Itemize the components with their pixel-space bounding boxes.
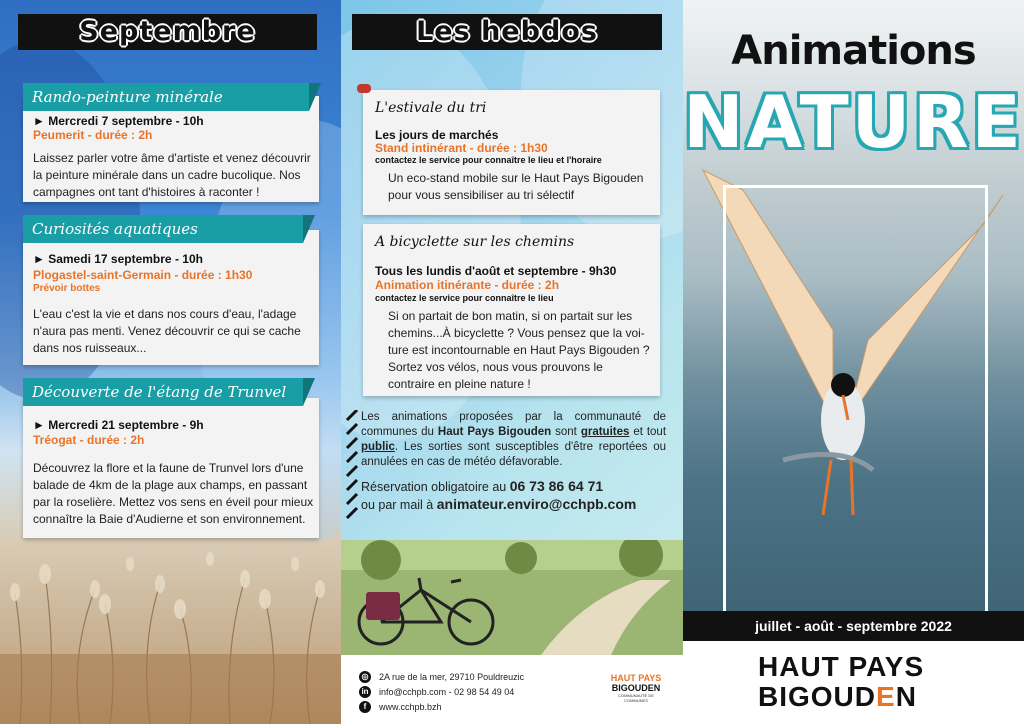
- car-icon: [357, 84, 371, 93]
- card-note: contactez le service pour connaître le lieu: [375, 293, 554, 303]
- community-logo: HAUT PAYS BIGOUDEN COMMUNAUTÉ DE COMMUNES: [610, 673, 662, 703]
- card-description: Un eco-stand mobile sur le Haut Pays Bigouden pour vous sensibiliser au tri sélectif: [388, 171, 644, 202]
- card-title: A bicyclette sur les chemins: [375, 234, 575, 250]
- event-description: Découvrez la flore et la faune de Trunvel lors d'une balade de 4km de la plage aux champs, en passant par la roselière. Mettez vos sens en éveil pour mieux connaître la Baie d'Audierne et son environnement.: [33, 461, 314, 526]
- dates-banner: juillet - août - septembre 2022: [683, 611, 1024, 641]
- bicycle-photo: [341, 540, 683, 655]
- info-block: [361, 410, 666, 514]
- event-date: ► Mercredi 7 septembre - 10h: [33, 114, 204, 128]
- website-link[interactable]: www.cchpb.bzh: [379, 702, 442, 712]
- facebook-icon[interactable]: f: [359, 701, 371, 713]
- cover-frame: [723, 185, 988, 630]
- event-title-tab: Curiosités aquatiques: [23, 215, 303, 243]
- card-date: Les jours de marchés: [375, 128, 499, 142]
- event-card: [23, 398, 319, 538]
- event-note: Prévoir bottes: [33, 283, 101, 294]
- weekly-card: [363, 224, 660, 396]
- event-title-tab: Découverte de l'étang de Trunvel: [23, 378, 303, 406]
- phone-number[interactable]: 06 73 86 64 71: [509, 478, 604, 494]
- weekly-panel: [341, 0, 683, 724]
- section-title-weekly: Les hebdos: [352, 14, 662, 50]
- card-location: Stand intinérant - durée : 1h30: [375, 141, 548, 155]
- brand-logo: HAUT PAYS BIGOUDEN: [758, 651, 925, 712]
- card-title: L'estivale du tri: [375, 100, 487, 116]
- decorative-stripes: [345, 410, 359, 520]
- event-card: [23, 96, 319, 202]
- event-description: Laissez parler votre âme d'artiste et venez découvrir la peinture minérale dans un cadre bucolique. Nos campagnes ont tant d'histoires à raconter !: [33, 151, 311, 199]
- instagram-icon[interactable]: ◎: [359, 671, 371, 683]
- email-link[interactable]: animateur.enviro@cchpb.com: [436, 496, 637, 512]
- card-description: Si on partait de bon matin, si on partait sur les chemins...À bicyclette ? Vous pensez que la voi- ture est incontournable en Haut Pays Bigouden ? Sortez vos vélos, nous vous prouvons le contraire en pleine nature !: [388, 309, 650, 391]
- email-icon[interactable]: in: [359, 686, 371, 698]
- cover-panel: [683, 0, 1024, 724]
- card-date: Tous les lundis d'août et septembre - 9h30: [375, 264, 617, 278]
- grass-photo: [0, 534, 341, 724]
- address-line: ◎ 2A rue de la mer, 29710 Pouldreuzic: [359, 671, 524, 683]
- event-date: ► Samedi 17 septembre - 10h: [33, 252, 203, 266]
- card-note: contactez le service pour connaître le lieu et l'horaire: [375, 155, 602, 165]
- card-location: Animation itinérante - durée : 2h: [375, 278, 560, 292]
- september-panel: [0, 0, 341, 724]
- reservation-text: Réservation obligatoire au 06 73 86 64 71 ou par mail à animateur.enviro@cchpb.com: [361, 478, 637, 512]
- title-animations: Animations: [731, 28, 976, 74]
- section-title-september: Septembre: [18, 14, 317, 50]
- contact-footer: [341, 655, 683, 724]
- event-location: Plogastel-saint-Germain - durée : 1h30: [33, 268, 253, 282]
- event-description: L'eau c'est la vie et dans nos cours d'eau, l'adage n'aura pas menti. Venez découvrir ce qui se cache dans nos ruisseaux...: [33, 307, 301, 355]
- info-text: Les animations proposées par la communauté de communes du Haut Pays Bigouden sont gratuites et tout public. Les sorties sont susceptibles d'être reportées ou annulées en cas de météo défavorable.: [361, 411, 667, 468]
- event-date: ► Mercredi 21 septembre - 9h: [33, 418, 204, 432]
- weekly-card: [363, 90, 660, 215]
- title-nature: NATURE: [683, 80, 1024, 164]
- contact-line: in info@cchpb.com - 02 98 54 49 04: [359, 686, 514, 698]
- website-line: [359, 701, 442, 713]
- event-title-tab: Rando-peinture minérale: [23, 83, 309, 111]
- event-location: Tréogat - durée : 2h: [33, 433, 145, 447]
- event-card: [23, 230, 319, 365]
- event-location: Peumerit - durée : 2h: [33, 128, 153, 142]
